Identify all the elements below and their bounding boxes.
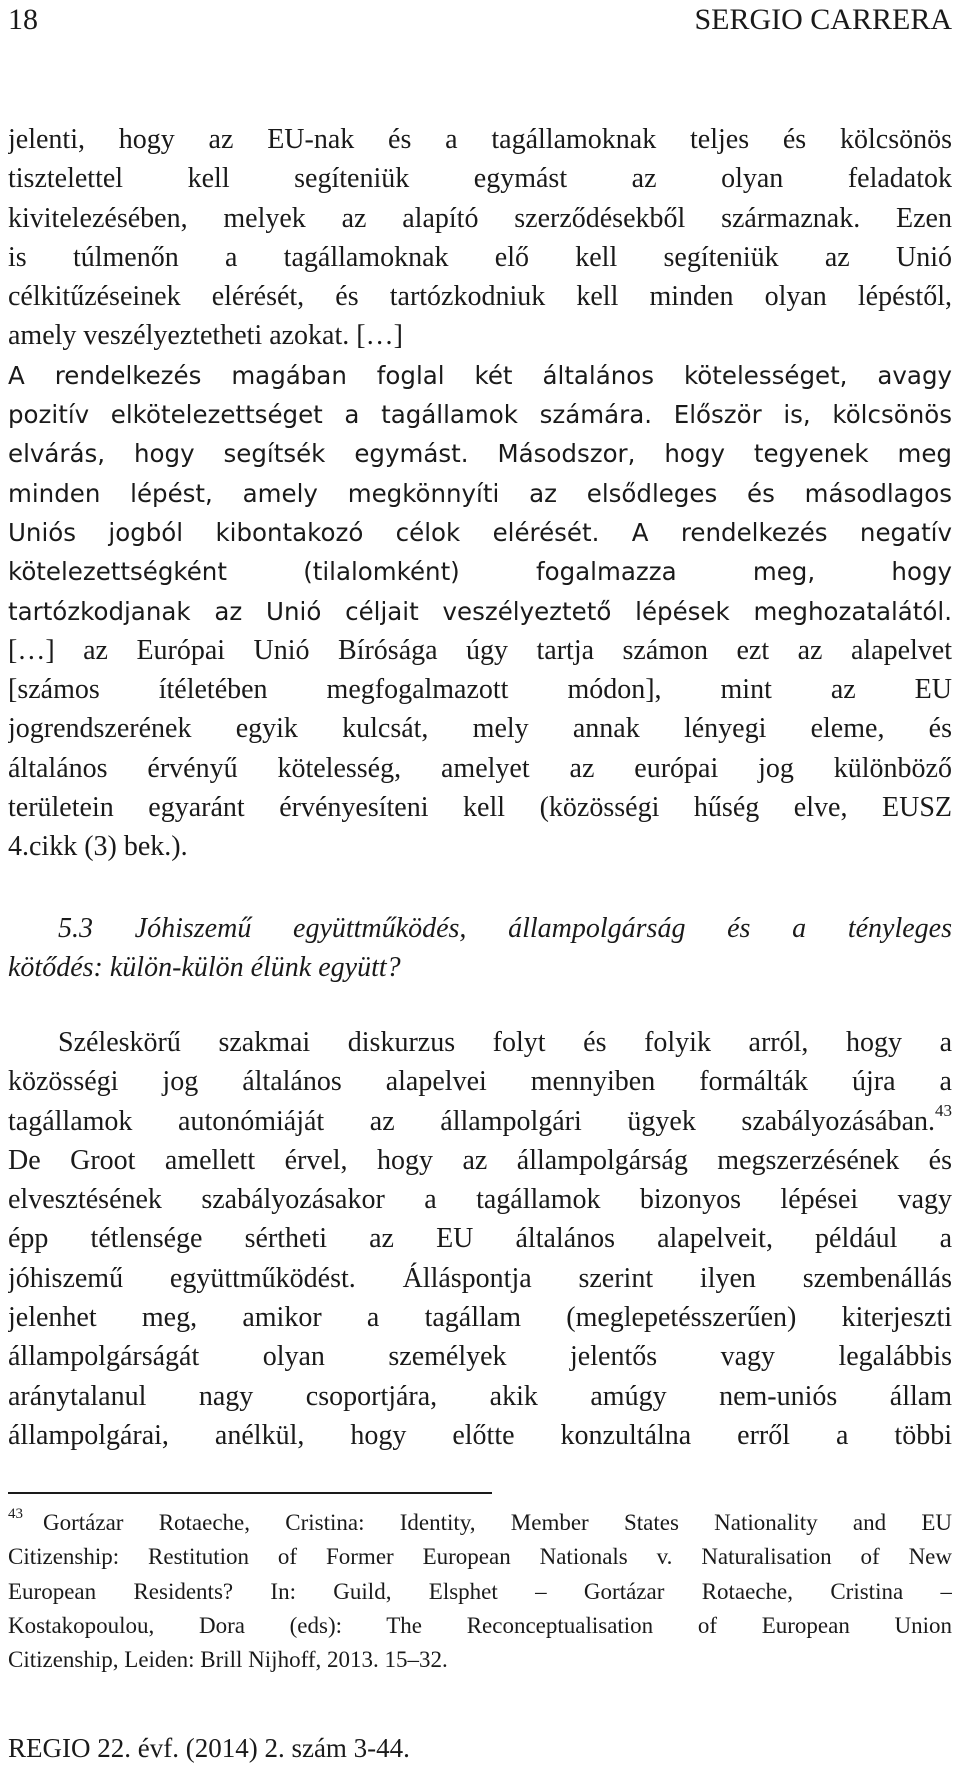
text-line: tisztelettel kell segíteniük egymást az olyan feladatok — [8, 163, 952, 195]
text-line: közösségi jog általános alapelvei mennyiben formálták újra a — [8, 1066, 952, 1098]
text-line: jelenti, hogy az EU-nak és a tagállamoknak teljes és kölcsönös — [8, 124, 952, 155]
text-line: állampolgárai, anélkül, hogy előtte konzultálna erről a többi — [8, 1419, 952, 1451]
text-line: célkitűzéseinek elérését, és tartózkodniuk kell minden olyan lépéstől, — [8, 281, 952, 313]
footnote-text: Gortázar Rotaeche, Cristina: Identity, Member States Nationality and EU — [43, 1510, 952, 1535]
heading-line: kötődés: külön-külön élünk együtt? — [8, 952, 401, 984]
text-line: pozitív elkötelezettséget a tagállamok számára. Először is, kölcsönös — [8, 400, 952, 430]
text-line: kötelezettségként (tilalomként) fogalmazza meg, hogy — [8, 557, 952, 587]
text-line: […] az Európai Unió Bírósága úgy tartja számon ezt az alapelvet — [8, 634, 952, 666]
footnote-reference[interactable]: 43 — [935, 1101, 952, 1120]
text-line: kivitelezésében, melyek az alapító szerződésekből származnak. Ezen — [8, 202, 952, 234]
text-line: jogrendszerének egyik kulcsát, mely annak lényegi eleme, és — [8, 713, 952, 745]
text-line: állampolgárságát olyan személyek jelentős vagy legalábbis — [8, 1341, 952, 1373]
footnote-line: European Residents? In: Guild, Elsphet – Gortázar Rotaeche, Cristina – — [8, 1578, 952, 1604]
quoted-paragraph — [8, 120, 952, 867]
page-number: 18 — [8, 3, 38, 36]
text-line-with-footnote — [8, 1102, 952, 1141]
text-line: elvárás, hogy segítsék egymást. Másodszor, hogy tegyenek meg — [8, 439, 952, 469]
text-line: tartózkodjanak az Unió céljait veszélyeztető lépések meghozatalától. — [8, 596, 952, 626]
text-line: Széleskörű szakmai diskurzus folyt és folyik arról, hogy a — [58, 1027, 952, 1058]
footnote-line: Citizenship, Leiden: Brill Nijhoff, 2013. 15–32. — [8, 1647, 448, 1673]
heading-line: 5.3 Jóhiszemű együttműködés, állampolgárság és a tényleges — [58, 913, 952, 944]
text-line: minden lépést, amely megkönnyíti az elsődleges és másodlagos — [8, 478, 952, 508]
text-line: A rendelkezés magában foglal két általános kötelességet, avagy — [8, 360, 952, 390]
footnote-line: Citizenship: Restitution of Former European Nationals v. Naturalisation of New — [8, 1544, 952, 1570]
body-paragraph — [8, 1023, 952, 1455]
text-line: is túlmenőn a tagállamoknak elő kell segíteniük az Unió — [8, 241, 952, 273]
text-line: Uniós jogból kibontakozó célok elérését. A rendelkezés negatív — [8, 517, 952, 547]
text-line: jóhiszemű együttműködést. Álláspontja szerint ilyen szembenállás — [8, 1262, 952, 1294]
text-line: elvesztésének szabályozásakor a tagállamok bizonyos lépései vagy — [8, 1184, 952, 1216]
journal-footer: REGIO 22. évf. (2014) 2. szám 3-44. — [8, 1733, 410, 1763]
text-line: területein egyaránt érvényesíteni kell (közösségi hűség elve, EUSZ — [8, 792, 952, 824]
text-line: aránytalanul nagy csoportjára, akik amúgy nem-uniós állam — [8, 1380, 952, 1412]
footnote-43 — [8, 1506, 952, 1677]
section-heading — [8, 909, 952, 988]
running-header — [8, 0, 952, 40]
text-line: amely veszélyeztetheti azokat. […] — [8, 320, 403, 352]
text-line: De Groot amellett érvel, hogy az állampolgárság megszerzésének és — [8, 1144, 952, 1176]
text-line: tagállamok autonómiáját az állampolgári ügyek szabályozásában. — [8, 1105, 935, 1137]
text-line: 4.cikk (3) bek.). — [8, 831, 188, 863]
text-line: [számos ítéletében megfogalmazott módon], mint az EU — [8, 674, 952, 706]
text-line: épp tétlensége sértheti az EU általános alapelveit, például a — [8, 1223, 952, 1255]
running-title: SERGIO CARRERA — [694, 3, 952, 36]
footnote-line: Kostakopoulou, Dora (eds): The Reconceptualisation of European Union — [8, 1612, 952, 1638]
text-line: jelenhet meg, amikor a tagállam (meglepetésszerűen) kiterjeszti — [8, 1302, 952, 1334]
footnote-number: 43 — [8, 1506, 23, 1522]
text-line: általános érvényű kötelesség, amelyet az európai jog különböző — [8, 752, 952, 784]
footnote-line — [8, 1506, 952, 1540]
footnote-separator — [8, 1492, 492, 1494]
document-page — [8, 0, 952, 1775]
